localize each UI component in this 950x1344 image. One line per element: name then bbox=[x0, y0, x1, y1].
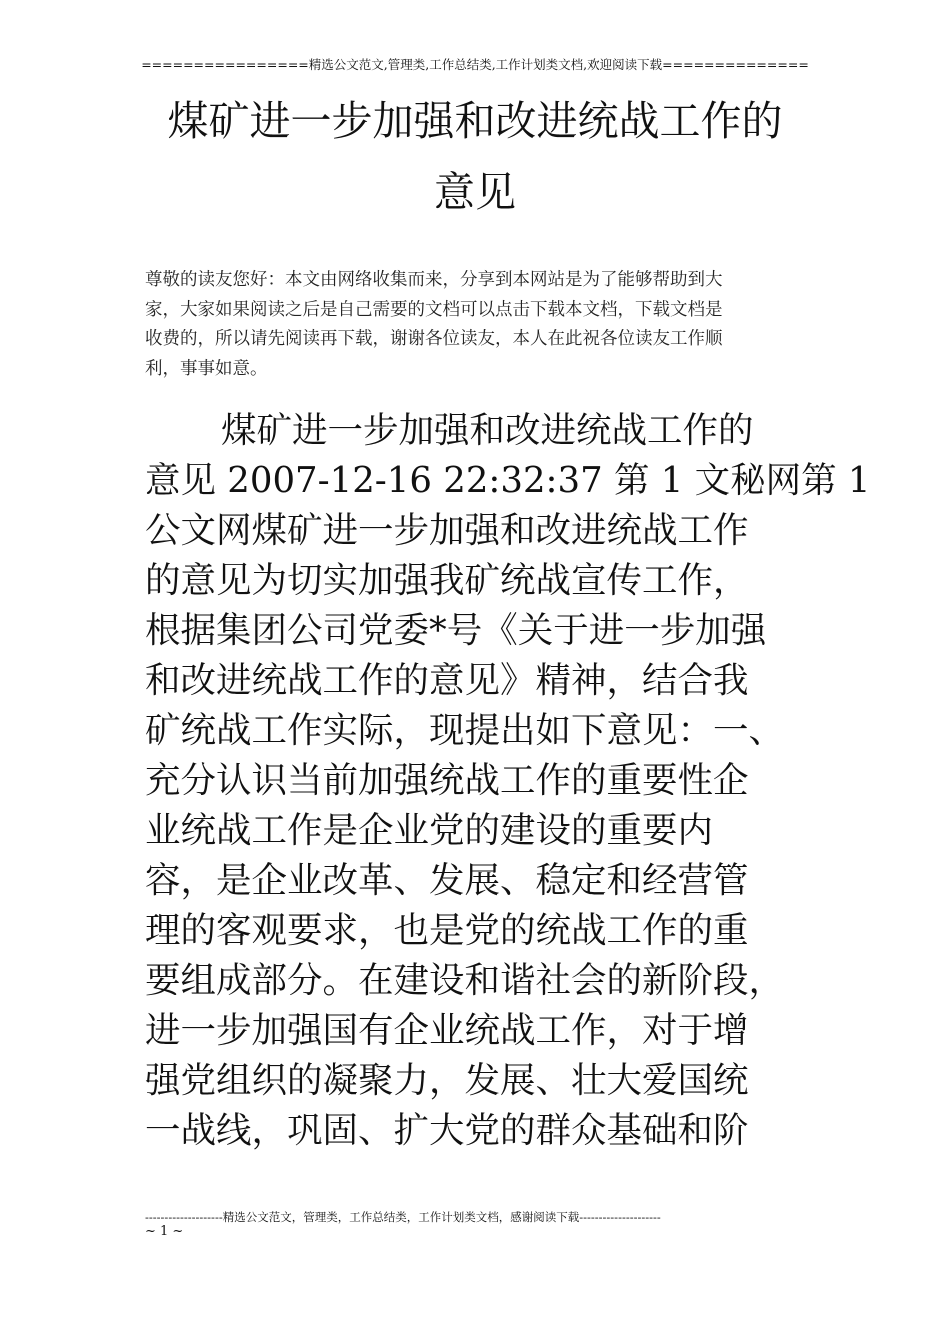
body-line: 煤矿进一步加强和改进统战工作的 bbox=[221, 410, 754, 451]
body-line: 强党组织的凝聚力，发展、壮大爱国统 bbox=[145, 1060, 749, 1101]
body-line: 公文网煤矿进一步加强和改进统战工作 bbox=[145, 510, 749, 551]
document-title-line-1: 煤矿进一步加强和改进统战工作的 bbox=[167, 97, 783, 145]
body-line: 一战线，巩固、扩大党的群众基础和阶 bbox=[145, 1110, 749, 1151]
notice-line: 收费的，所以请先阅读再下载，谢谢各位读友，本人在此祝各位读友工作顺 bbox=[145, 329, 723, 349]
document-title-line-2: 意见 bbox=[434, 168, 516, 216]
notice-line: 利，事事如意。 bbox=[145, 358, 268, 379]
body-line: 矿统战工作实际，现提出如下意见：一、 bbox=[145, 710, 785, 751]
page-footer-banner: --------------------精选公文范文，管理类，工作总结类，工作计划类文档，感谢阅读下载--------------------- bbox=[145, 1210, 661, 1224]
body-line: 容，是企业改革、发展、稳定和经营管 bbox=[145, 860, 749, 901]
page-header-banner: ================精选公文范文,管理类,工作总结类,工作计划类文档,欢迎阅读下载============== bbox=[141, 57, 809, 72]
body-line: 意见 2007-12-16 22:32:37 第 1 文秘网第 1 bbox=[145, 460, 871, 501]
body-line: 理的客观要求，也是党的统战工作的重 bbox=[145, 910, 749, 951]
body-line: 业统战工作是企业党的建设的重要内 bbox=[145, 810, 714, 851]
notice-line: 尊敬的读友您好：本文由网络收集而来，分享到本网站是为了能够帮助到大 bbox=[145, 270, 723, 290]
body-line: 要组成部分。在建设和谐社会的新阶段， bbox=[145, 960, 785, 1001]
body-line: 和改进统战工作的意见》精神，结合我 bbox=[145, 660, 749, 701]
body-line: 进一步加强国有企业统战工作，对于增 bbox=[145, 1010, 749, 1051]
document-body bbox=[145, 406, 871, 1156]
reader-notice bbox=[145, 266, 805, 384]
body-line: 根据集团公司党委*号《关于进一步加强 bbox=[145, 610, 767, 651]
page-number: ~ 1 ~ bbox=[145, 1224, 184, 1239]
notice-line: 家，大家如果阅读之后是自己需要的文档可以点击下载本文档，下载文档是 bbox=[145, 299, 723, 320]
body-line: 的意见为切实加强我矿统战宣传工作， bbox=[145, 560, 749, 601]
body-line: 充分认识当前加强统战工作的重要性企 bbox=[145, 760, 749, 801]
